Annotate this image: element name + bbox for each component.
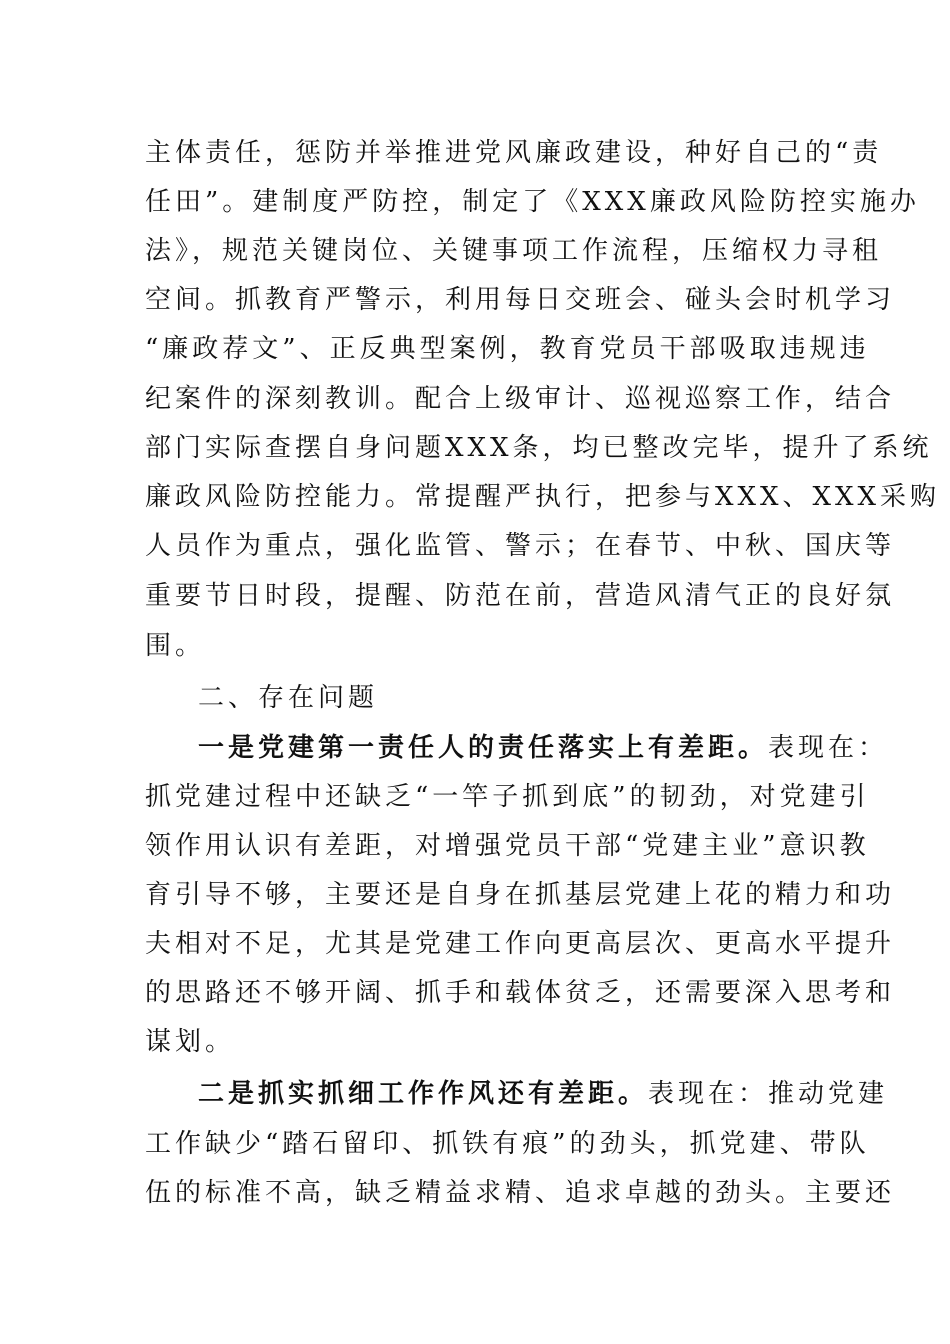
paragraph-line: 重要节日时段，提醒、防范在前，营造风清气正的良好氛 (145, 581, 896, 611)
problem-2-lead: 表现在：推动党建 (648, 1079, 889, 1109)
paragraph-line: 围。 (145, 631, 206, 661)
paragraph-line: 法》，规范关键岗位、关键事项工作流程，压缩权力寻租 (145, 236, 883, 266)
paragraph-line: 纪案件的深刻教训。配合上级审计、巡视巡察工作，结合 (145, 384, 896, 414)
paragraph-line: 主体责任，惩防并举推进党风廉政建设，种好自己的“责 (145, 138, 883, 168)
paragraph-line: 工作缺少“踏石留印、抓铁有痕”的劲头，抓党建、带队 (145, 1129, 870, 1159)
problem-1-first-line (198, 728, 888, 768)
section-heading: 二、存在问题 (198, 683, 379, 713)
paragraph-line: 空间。抓教育严警示，利用每日交班会、碰头会时机学习 (145, 285, 896, 315)
paragraph-line: 部门实际查摆自身问题XXX条，均已整改完毕，提升了系统 (145, 433, 933, 463)
paragraph-line: 夫相对不足，尤其是党建工作向更高层次、更高水平提升 (145, 929, 896, 959)
paragraph-line: 廉政风险防控能力。常提醒严执行，把参与XXX、XXX采购 (145, 482, 941, 512)
problem-2-first-line (198, 1074, 888, 1114)
paragraph-line: 领作用认识有差距，对增强党员干部“党建主业”意识教 (145, 831, 870, 861)
paragraph-line: 人员作为重点，强化监管、警示；在春节、中秋、国庆等 (145, 531, 896, 561)
problem-1-lead: 表现在： (768, 733, 889, 763)
paragraph-line: 任田”。建制度严防控，制定了《XXX廉政风险防控实施办 (145, 187, 920, 217)
paragraph-line: 伍的标准不高，缺乏精益求精、追求卓越的劲头。主要还 (145, 1178, 896, 1208)
problem-2-title: 二是抓实抓细工作作风还有差距。 (198, 1079, 649, 1109)
paragraph-line: 抓党建过程中还缺乏“一竿子抓到底”的韧劲，对党建引 (145, 782, 870, 812)
problem-1-title: 一是党建第一责任人的责任落实上有差距。 (198, 733, 769, 763)
paragraph-line: “廉政荐文”、正反典型案例，教育党员干部吸取违规违 (145, 334, 870, 364)
paragraph-line: 的思路还不够开阔、抓手和载体贫乏，还需要深入思考和 (145, 978, 896, 1008)
paragraph-line: 育引导不够，主要还是自身在抓基层党建上花的精力和功 (145, 880, 896, 910)
paragraph-line: 谋划。 (145, 1027, 236, 1057)
